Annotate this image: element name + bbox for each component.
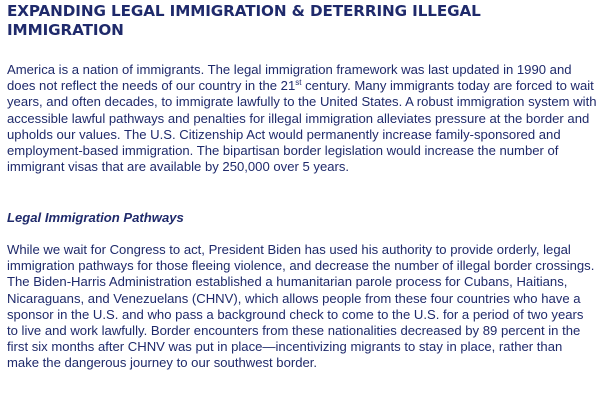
page-title-line2: IMMIGRATION bbox=[7, 21, 124, 39]
page-title-line1: EXPANDING LEGAL IMMIGRATION & DETERRING ILLEGAL bbox=[7, 2, 481, 20]
ordinal-superscript: st bbox=[295, 78, 302, 88]
page-title bbox=[7, 2, 594, 40]
pathways-paragraph: While we wait for Congress to act, President Biden has used his authority to provide orderly, legal immigration pathways for those fleeing violence, and decrease the number of illegal border crossings. The Biden-Harris Administration established a humanitarian parole process for Cubans, Haitians, Nicaraguans, and Venezuelans (CHNV), which allows people from these four countries who have a sponsor in the U.S. and who pass a background check to come to the U.S. for a period of two years to live and work lawfully. Border encounters from these nationalities decreased by 89 percent in the first six months after CHNV was put in place—incentivizing migrants to stay in place, rather than make the dangerous journey to our southwest border. bbox=[7, 242, 595, 371]
section-subheading: Legal Immigration Pathways bbox=[7, 210, 184, 225]
intro-paragraph bbox=[7, 62, 597, 175]
intro-paragraph-text-end: century. Many immigrants today are forced to wait years, and often decades, to immigrate lawfully to the United States. A robust immigration system with accessible lawful pathways and penalties for illegal immigration alleviates pressure at the border and upholds our values. The U.S. Citizenship Act would permanently increase family-sponsored and employment-based immigration. The bipartisan border legislation would increase the number of immigrant visas that are available by 250,000 over 5 years. bbox=[7, 78, 597, 175]
intro-paragraph-text-start: America is a nation of immigrants. The legal immigration framework was last updated in 1990 and does not reflect the needs of our country in the 21 bbox=[7, 62, 572, 94]
